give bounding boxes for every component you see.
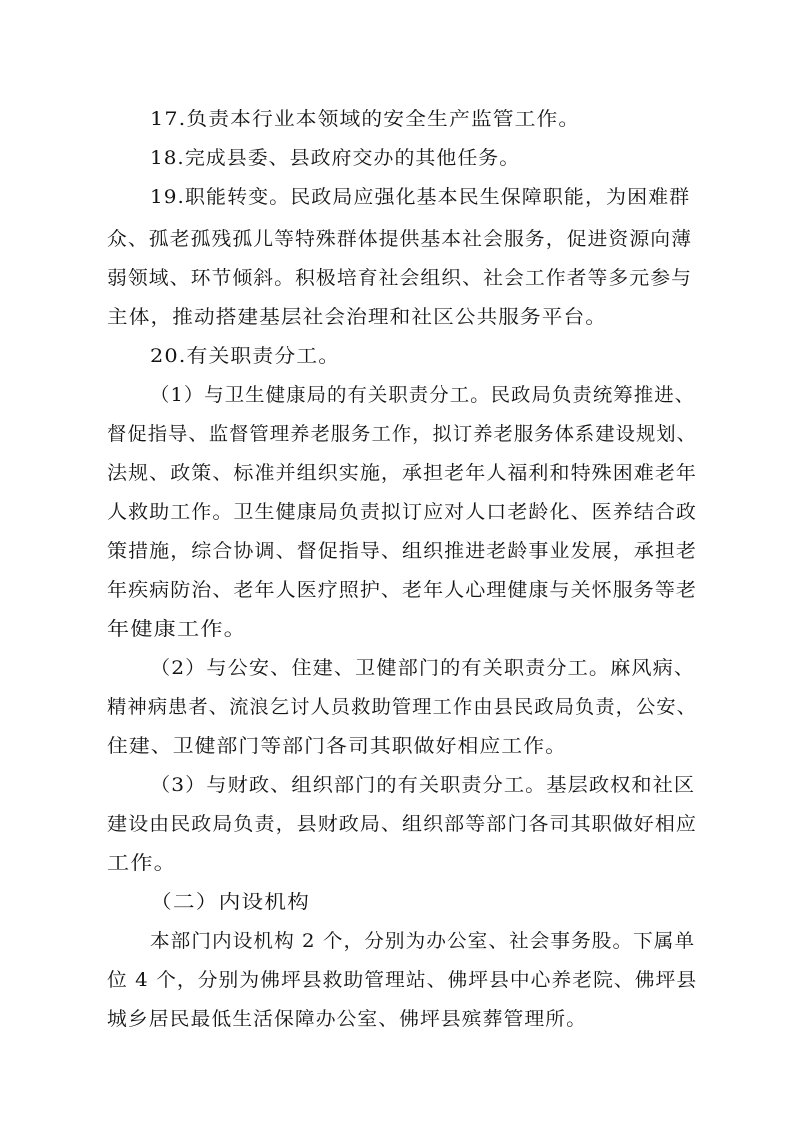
text-line: 督促指导、监督管理养老服务工作，拟订养老服务体系建设规划、 [107, 423, 698, 445]
text-line: 20.有关职责分工。 [150, 345, 341, 367]
text-line: 本部门内设机构 2 个，分别为办公室、社会事务股。下属单 [150, 930, 696, 952]
text-line: 城乡居民最低生活保障办公室、佛坪县殡葬管理所。 [107, 1008, 588, 1030]
text-line: （2）与公安、住建、卫健部门的有关职责分工。麻风病、 [150, 657, 696, 679]
text-line: 位 4 个，分别为佛坪县救助管理站、佛坪县中心养老院、佛坪县 [107, 969, 698, 991]
text-line: 17.负责本行业本领域的安全生产监管工作。 [150, 108, 581, 130]
text-line: 住建、卫健部门等部门各司其职做好相应工作。 [107, 735, 568, 757]
text-line: 主体，推动搭建基层社会治理和社区公共服务平台。 [107, 306, 608, 328]
text-line: （3）与财政、组织部门的有关职责分工。基层政权和社区 [150, 774, 696, 796]
text-line: 年健康工作。 [107, 618, 248, 640]
section-heading: （二）内设机构 [150, 891, 311, 913]
text-line: （1）与卫生健康局的有关职责分工。民政局负责统筹推进、 [150, 384, 696, 406]
text-line: 众、孤老孤残孤儿等特殊群体提供基本社会服务，促进资源向薄 [107, 228, 693, 250]
text-line: 策措施，综合协调、督促指导、组织推进老龄事业发展，承担老 [107, 540, 698, 562]
text-line: 工作。 [107, 852, 178, 874]
text-line: 人救助工作。卫生健康局负责拟订应对人口老龄化、医养结合政 [107, 501, 698, 523]
text-line: 18.完成县委、县政府交办的其他任务。 [150, 147, 521, 169]
text-line: 19.职能转变。民政局应强化基本民生保障职能，为困难群 [150, 186, 691, 208]
text-line: 弱领域、环节倾斜。积极培育社会组织、社会工作者等多元参与 [107, 267, 693, 289]
text-line: 法规、政策、标准并组织实施，承担老年人福利和特殊困难老年 [107, 462, 698, 484]
text-line: 精神病患者、流浪乞讨人员救助管理工作由县民政局负责，公安、 [107, 696, 698, 718]
text-line: 建设由民政局负责，县财政局、组织部等部门各司其职做好相应 [107, 813, 698, 835]
text-line: 年疾病防治、老年人医疗照护、老年人心理健康与关怀服务等老 [107, 579, 698, 601]
